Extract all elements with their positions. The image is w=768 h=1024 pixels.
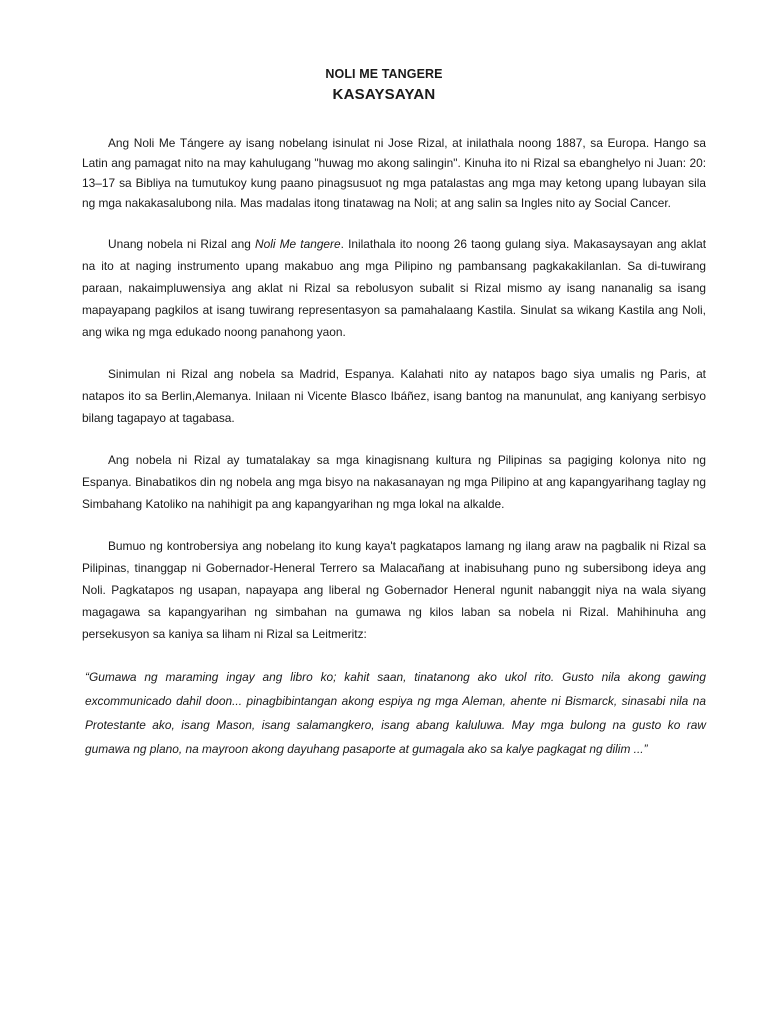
- paragraph-1: Ang Noli Me Tángere ay isang nobelang isinulat ni Jose Rizal, at inilathala noong 1887, sa Europa. Hango sa Latin ang pamagat nito na may kahulugang "huwag mo akong salingin". Kinuha ito ni Rizal sa ebanghelyo ni Juan: 20: 13–17 sa Bibliya na tumutukoy kung paano pinagsusuot ng mga patalastas ang mga may ketong upang lubayan sila ng mga nakakasalubong nila. Mas madalas itong tinatawag na Noli; at ang salin sa Ingles nito ay Social Cancer.: [82, 136, 706, 210]
- paragraph-2-book-title: Noli Me tangere: [255, 237, 341, 251]
- paragraph-2-text-after: . Inilathala ito noong 26 taong gulang siya. Makasaysayan ang aklat na ito at naging instrumento upang makabuo ang mga Pilipino ng pambansang pagkakakilanlan. Sa di-tuwirang paraan, nakaimpluwensiya ang aklat ni Rizal sa rebolusyon subalit si Rizal mismo ay isang nananalig sa isang mapayapang pagkilos at isang tuwirang representasyon sa pamahalaang Kastila. Sinulat sa wikang Kastila ang Noli, ang wika ng mga edukado noong panahong yaon.: [82, 237, 706, 339]
- paragraph-4: Ang nobela ni Rizal ay tumatalakay sa mga kinagisnang kultura ng Pilipinas sa pagiging kolonya nito ng Espanya. Binabatikos din ng nobela ang mga bisyo na nakasanayan ng mga Pilipino at ang kapangyarihang taglay ng Simbahang Katoliko na nahihigit pa ang kapangyarihan ng mga lokal na alkalde.: [82, 453, 706, 511]
- paragraph-2-text-before: Unang nobela ni Rizal ang: [108, 237, 255, 251]
- document-body: [82, 133, 706, 761]
- paragraph-3: Sinimulan ni Rizal ang nobela sa Madrid, Espanya. Kalahati nito ay natapos bago siya umalis ng Paris, at natapos ito sa Berlin,Alemanya. Inilaan ni Vicente Blasco Ibáñez, isang bantog na manunulat, ang kaniyang serbisyo bilang tagapayo at tagabasa.: [82, 367, 706, 425]
- document-title: NOLI ME TANGERE: [325, 67, 443, 81]
- document-subtitle: KASAYSAYAN: [332, 86, 436, 103]
- paragraph-5: Bumuo ng kontrobersiya ang nobelang ito kung kaya't pagkatapos lamang ng ilang araw na pagbalik ni Rizal sa Pilipinas, tinanggap ni Gobernador-Heneral Terrero sa Malacañang at inabisuhang puno ng subersibong ideya ang Noli. Pagkatapos ng usapan, napayapa ang liberal ng Gobernador Heneral ngunit nabanggit niya na wala siyang magagawa sa kapangyarihan ng simbahan na gumawa ng kilos laban sa nobela ni Rizal. Mahihinuha ang persekusyon sa kaniya sa liham ni Rizal sa Leitmeritz:: [82, 539, 706, 641]
- block-quote: “Gumawa ng maraming ingay ang libro ko; kahit saan, tinatanong ako ukol rito. Gusto nila akong gawing excommunicado dahil doon... pinagbibintangan akong espiya ng mga Aleman, ahente ni Bismarck, sinasabi nila na Protestante ako, isang Mason, isang salamangkero, isang abang kaluluwa. May mga bulong na gusto ko raw gumawa ng plano, na mayroon akong dayuhang pasaporte at gumagala ako sa kalye pagkagat ng dilim ...”: [85, 670, 706, 756]
- paragraph-2: [82, 233, 706, 343]
